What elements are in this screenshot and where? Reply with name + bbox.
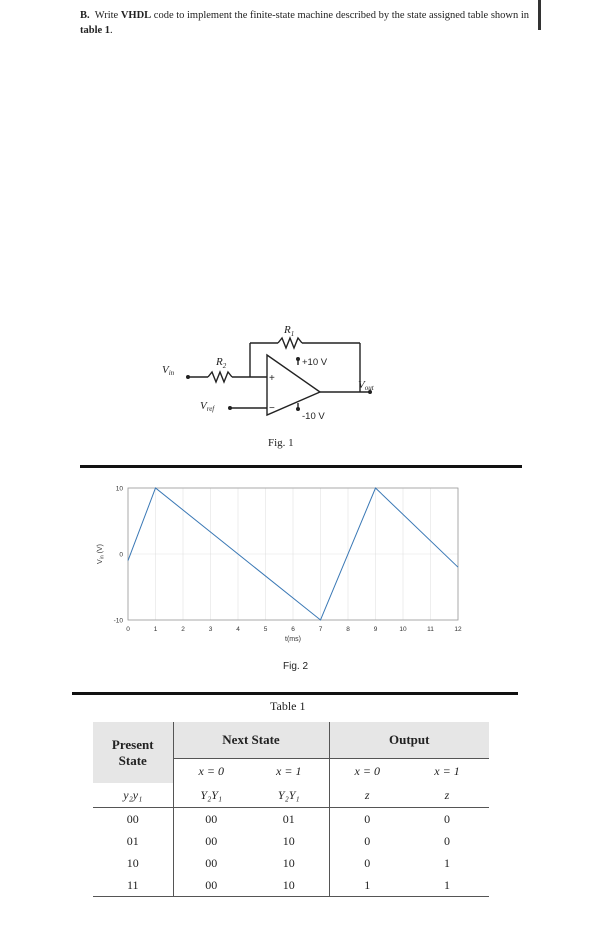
question-text-1: Write: [94, 10, 121, 21]
chart-ticks: [114, 486, 462, 634]
y-axis-label: $V_{in}$ (V): [97, 544, 106, 564]
y-tick-label: -10: [113, 617, 123, 625]
state-assigned-table: [93, 722, 489, 897]
x-tick-label: 3: [208, 626, 213, 633]
next-state-x1-cell: 10: [249, 852, 329, 874]
y-tick-label: 0: [119, 551, 123, 559]
question-text: [80, 8, 540, 38]
next-state-x0-cell: 00: [205, 855, 218, 870]
fig1-opamp-circuit: [150, 315, 410, 435]
fig1-caption: Fig. 1: [268, 437, 294, 449]
r1-resistor: [278, 338, 302, 348]
output-header: Output: [329, 722, 489, 759]
output-x1-header: x = 1: [434, 763, 460, 778]
output-x0-header: x = 0: [354, 763, 380, 778]
vin-terminal: [186, 375, 190, 379]
r2-resistor: [208, 372, 232, 382]
opamp-minus-input-label: −: [269, 403, 275, 414]
vref-label: Vref: [200, 400, 215, 413]
output-x1-cell: 0: [444, 811, 450, 826]
r2-label: $R_2$: [216, 356, 227, 370]
next-state-x1-cell: 10: [249, 830, 329, 852]
x-tick-label: 8: [346, 626, 350, 633]
minus-supply-label: -10 V: [302, 411, 325, 422]
section-divider-1: [80, 465, 522, 468]
next-state-x1-cell: 10: [249, 874, 329, 897]
x-tick-label: 12: [454, 626, 462, 633]
next-state-x0-header: x = 0: [198, 763, 224, 778]
next-state-vars-x1: Y₂Y₁: [249, 783, 329, 808]
x-tick-label: 10: [399, 626, 407, 633]
plus-supply-terminal: [296, 357, 300, 361]
plus-supply-label: +10 V: [302, 357, 328, 368]
x-tick-label: 7: [318, 626, 323, 633]
present-state-vars: y₂y₁: [93, 783, 173, 808]
output-x0-cell: 0: [364, 833, 371, 848]
x-tick-label: 6: [291, 626, 295, 633]
x-axis-label: t(ms): [285, 636, 301, 643]
question-bold-1: VHDL: [120, 10, 152, 21]
r1-label: $R_1$: [284, 324, 295, 338]
x-tick-label: 0: [126, 626, 130, 633]
page-edge-bar: [538, 0, 541, 30]
question-text-2: code to implement the finite-state machine described by the state assigned table shown in: [151, 10, 530, 21]
x-tick-label: 2: [181, 626, 185, 633]
question-text-3: .: [110, 25, 113, 36]
output-var-x0: z: [329, 783, 405, 808]
present-state-cell: 01: [93, 830, 173, 852]
minus-supply-terminal: [296, 407, 300, 411]
next-state-x1-header: x = 1: [249, 759, 329, 784]
question-label: B.: [80, 10, 90, 21]
present-state-cell: 00: [93, 808, 173, 831]
present-state-cell: 11: [93, 874, 173, 897]
output-x0-cell: 0: [364, 811, 371, 826]
section-divider-2: [72, 692, 518, 695]
vref-terminal: [228, 406, 232, 410]
chart-grid: [128, 488, 458, 620]
output-x1-cell: 0: [444, 833, 450, 848]
x-tick-label: 4: [236, 626, 240, 633]
next-state-x0-cell: 00: [205, 833, 218, 848]
question-bold-2: table 1: [80, 25, 111, 36]
table-title: Table 1: [270, 699, 306, 713]
x-tick-label: 11: [427, 626, 434, 633]
output-var-x1: z: [405, 783, 489, 808]
next-state-x1-cell: 01: [249, 808, 329, 831]
table-row: [93, 874, 489, 897]
output-x1-cell: 1: [444, 855, 450, 870]
table-row: [93, 808, 489, 831]
present-state-cell: 10: [93, 852, 173, 874]
fig2-caption: Fig. 2: [283, 661, 309, 672]
next-state-vars-x0: Y₂Y₁: [173, 783, 249, 808]
x-tick-label: 1: [153, 626, 158, 633]
next-state-header: Next State: [173, 722, 329, 759]
x-tick-label: 5: [263, 626, 268, 633]
next-state-x0-cell: 00: [205, 811, 218, 826]
y-tick-label: 10: [115, 485, 123, 493]
output-x1-cell: 1: [405, 874, 489, 897]
present-state-header: Present State: [93, 722, 173, 783]
opamp-plus-input-label: +: [269, 373, 275, 384]
output-x0-cell: 0: [364, 855, 371, 870]
table-row: [93, 852, 489, 874]
vout-label: Vout: [358, 379, 374, 392]
vin-label: Vin: [162, 364, 175, 377]
output-x0-cell: 1: [329, 874, 405, 897]
fig2-vin-chart: [88, 480, 478, 660]
table-row: [93, 830, 489, 852]
next-state-x0-cell: 00: [173, 874, 249, 897]
x-tick-label: 9: [373, 626, 378, 633]
